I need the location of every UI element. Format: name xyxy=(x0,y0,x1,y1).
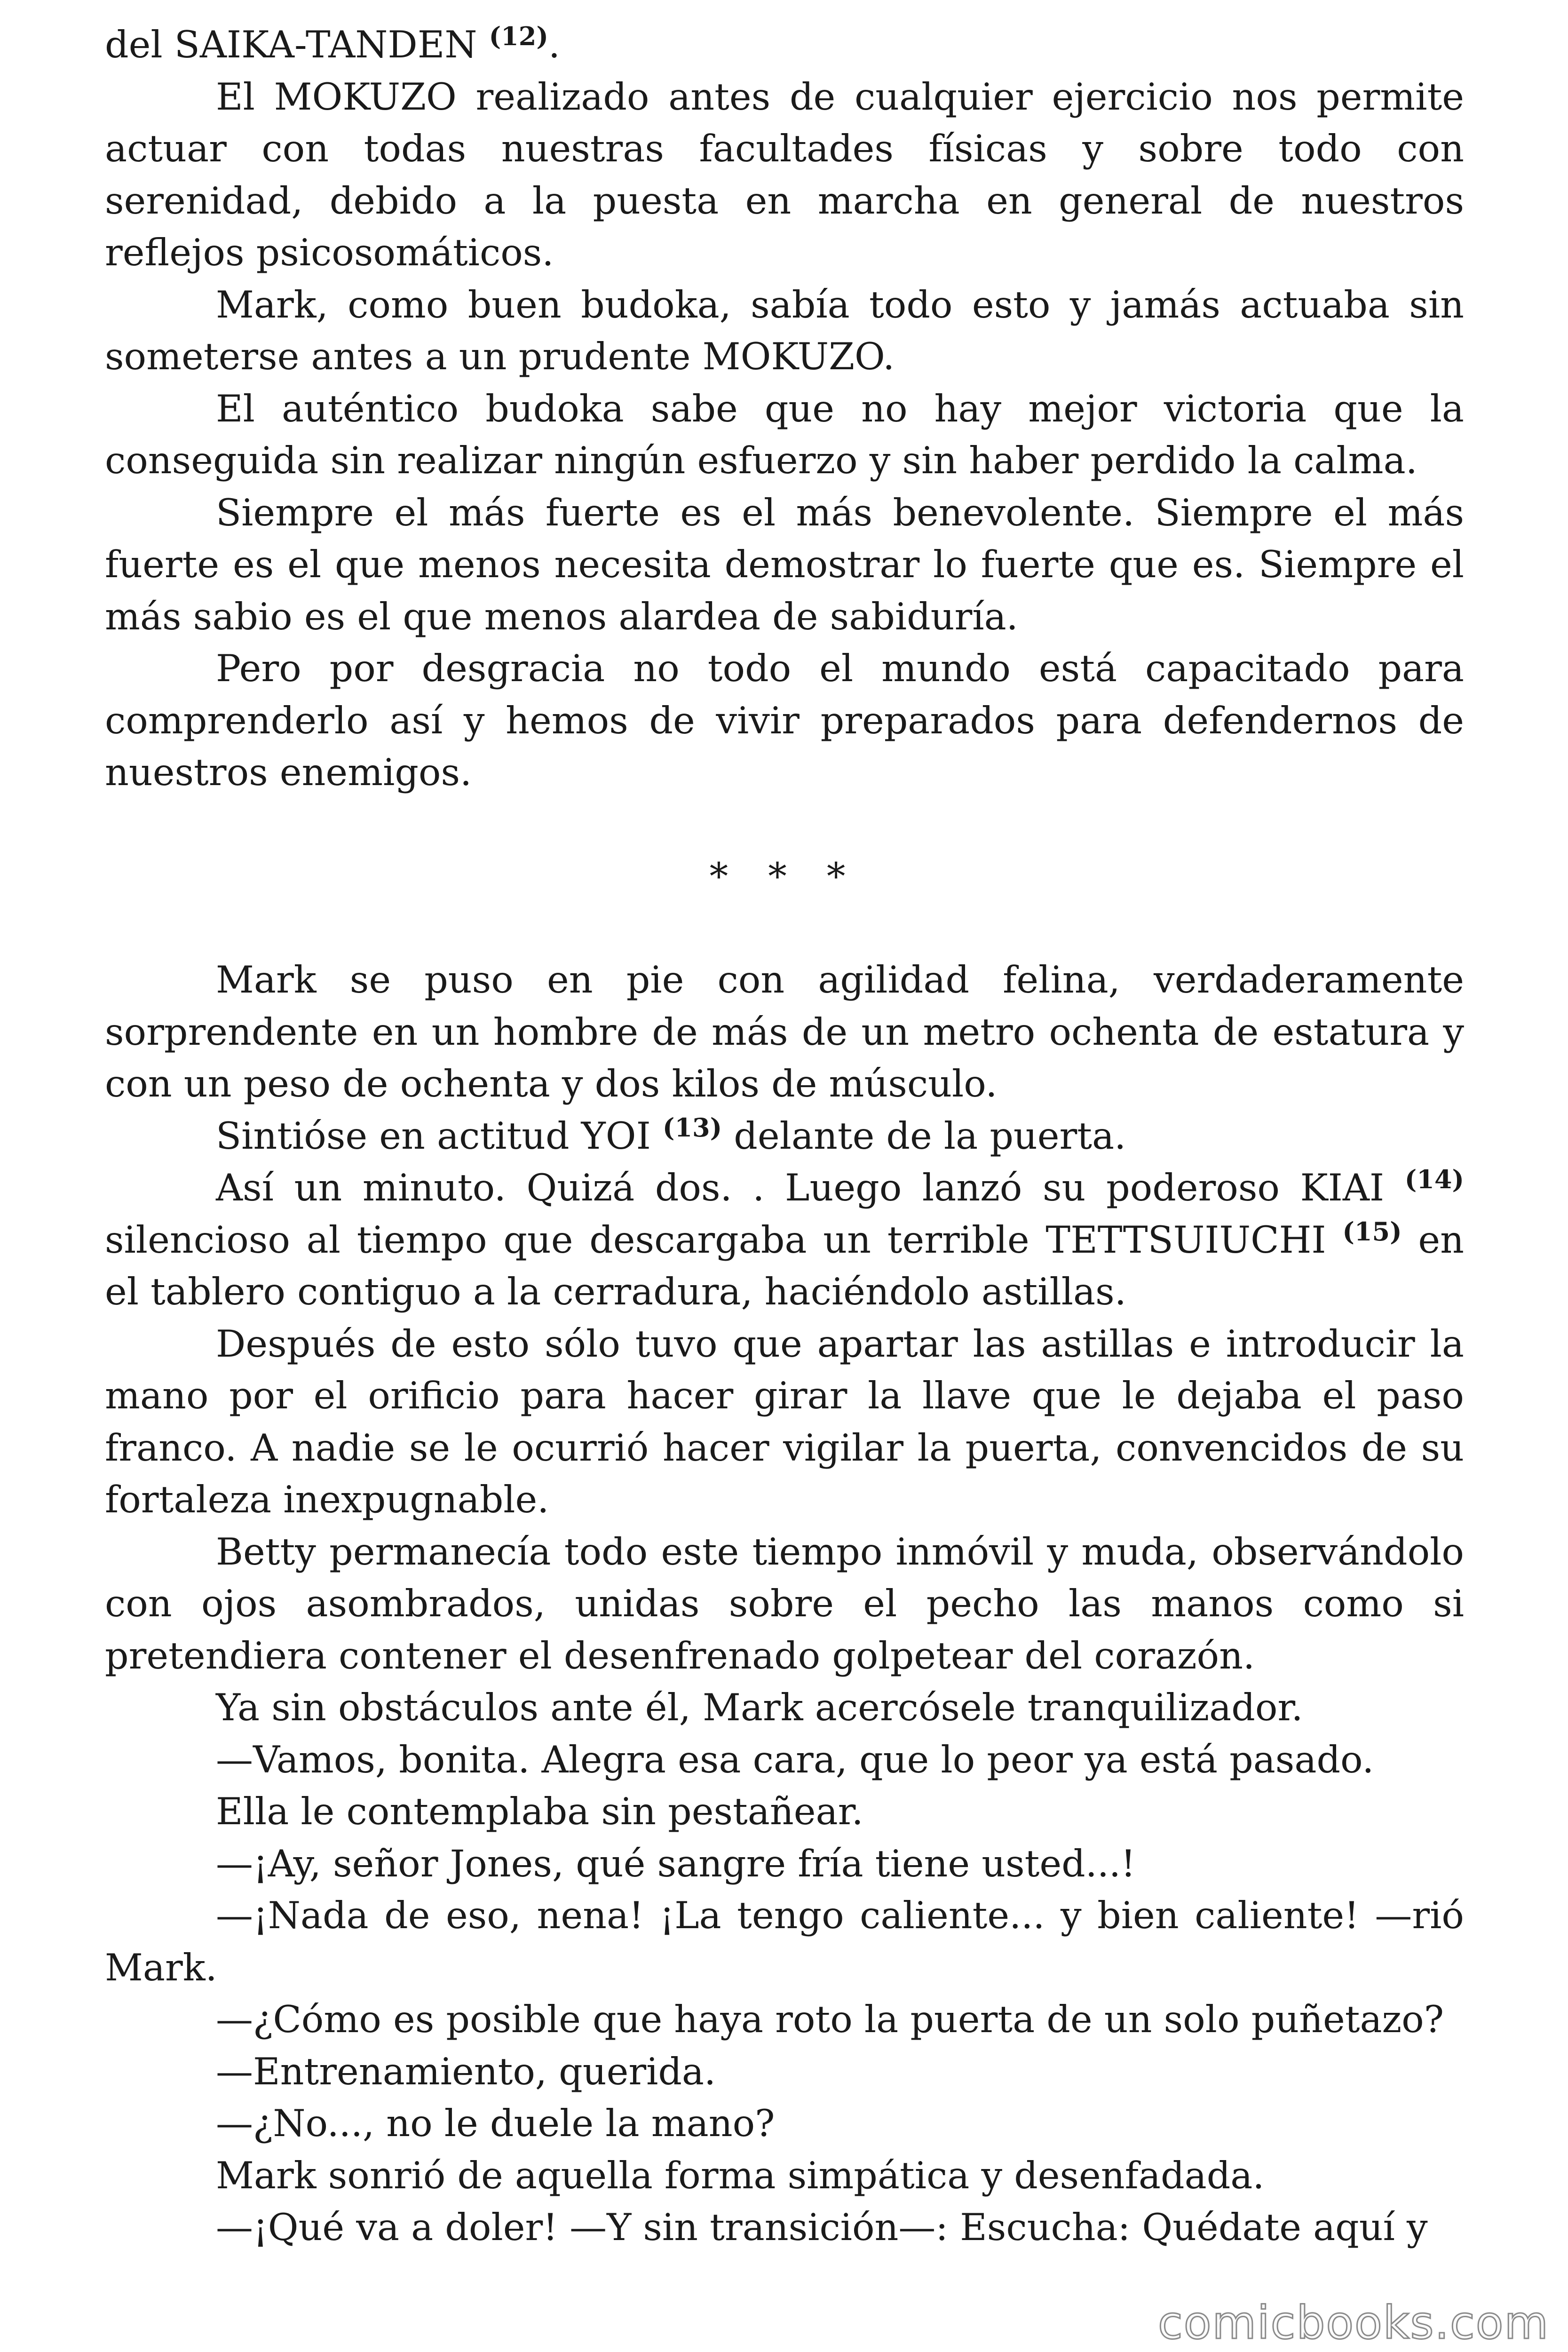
paragraph: —¿No..., no le duele la mano? xyxy=(216,2102,775,2145)
footnote-marker: (15) xyxy=(1342,1216,1402,1247)
paragraph: El MOKUZO realizado antes de cualquier ejercicio nos permite actuar con todas nuestras facultades físicas y sobre todo con serenidad, debido a la puesta en marcha en general de nuestros reflejos psicosomáticos. xyxy=(105,75,1464,274)
paragraph-text: Sintióse en actitud YOI xyxy=(216,1114,663,1158)
book-page xyxy=(105,19,1464,2254)
footnote-marker: (13) xyxy=(662,1112,722,1143)
paragraph: Pero por desgracia no todo el mundo está capacitado para comprenderlo así y hemos de vivir preparados para defendernos de nuestros enemigos. xyxy=(105,647,1464,794)
paragraph-text: del SAIKA-TANDEN xyxy=(105,23,489,66)
paragraph: —¡Qué va a doler! —Y sin transición—: Escucha: Quédate aquí y xyxy=(216,2206,1428,2249)
paragraph-text: delante de la puerta. xyxy=(722,1114,1126,1158)
footnote-marker: (12) xyxy=(489,21,548,51)
paragraph: —Vamos, bonita. Alegra esa cara, que lo peor ya está pasado. xyxy=(216,1738,1374,1781)
paragraph: Ella le contemplaba sin pestañear. xyxy=(216,1790,863,1833)
paragraph-text: en el tablero contiguo a la cerradura, haciéndolo astillas. xyxy=(105,1218,1464,1313)
paragraph: —¿Cómo es posible que haya roto la puerta de un solo puñetazo? xyxy=(216,1998,1444,2041)
paragraph: Betty permanecía todo este tiempo inmóvil y muda, observándolo con ojos asombrados, unidas sobre el pecho las manos como si pretendiera contener el desenfrenado golpetear del corazón. xyxy=(105,1530,1464,1677)
paragraph: —Entrenamiento, querida. xyxy=(216,2050,716,2093)
paragraph-continuation xyxy=(105,19,1464,71)
paragraph: Ya sin obstáculos ante él, Mark acercósele tranquilizador. xyxy=(216,1686,1303,1729)
paragraph: —¡Ay, señor Jones, qué sangre fría tiene usted...! xyxy=(216,1842,1136,1885)
paragraph: El auténtico budoka sabe que no hay mejor victoria que la conseguida sin realizar ningún esfuerzo y sin haber perdido la calma. xyxy=(105,387,1464,482)
paragraph-text: . xyxy=(548,23,560,66)
paragraph: Mark sonrió de aquella forma simpática y desenfadada. xyxy=(216,2153,1265,2197)
paragraph: —¡Nada de eso, nena! ¡La tengo caliente... y bien caliente! —rió Mark. xyxy=(105,1894,1464,1989)
watermark-logo: comicbooks.com xyxy=(1157,2296,1549,2349)
paragraph: Mark se puso en pie con agilidad felina, verdaderamente sorprendente en un hombre de más de un metro ochenta de estatura y con un peso de ochenta y dos kilos de músculo. xyxy=(105,958,1464,1105)
paragraph xyxy=(105,1110,1464,1162)
paragraph xyxy=(105,1162,1464,1318)
section-separator: * * * xyxy=(709,854,860,898)
paragraph-text: Así un minuto. Quizá dos. . Luego lanzó su poderoso KIAI xyxy=(216,1166,1405,1209)
paragraph: Siempre el más fuerte es el más benevolente. Siempre el más fuerte es el que menos necesita demostrar lo fuerte que es. Siempre el más sabio es el que menos alardea de sabiduría. xyxy=(105,491,1464,638)
paragraph: Después de esto sólo tuvo que apartar las astillas e introducir la mano por el orificio para hacer girar la llave que le dejaba el paso franco. A nadie se le ocurrió hacer vigilar la puerta, convencidos de su fortaleza inexpugnable. xyxy=(105,1322,1464,1521)
footnote-marker: (14) xyxy=(1404,1164,1464,1194)
paragraph-text: silencioso al tiempo que descargaba un terrible TETTSUIUCHI xyxy=(105,1218,1343,1262)
paragraph: Mark, como buen budoka, sabía todo esto y jamás actuaba sin someterse antes a un prudente MOKUZO. xyxy=(105,283,1464,378)
